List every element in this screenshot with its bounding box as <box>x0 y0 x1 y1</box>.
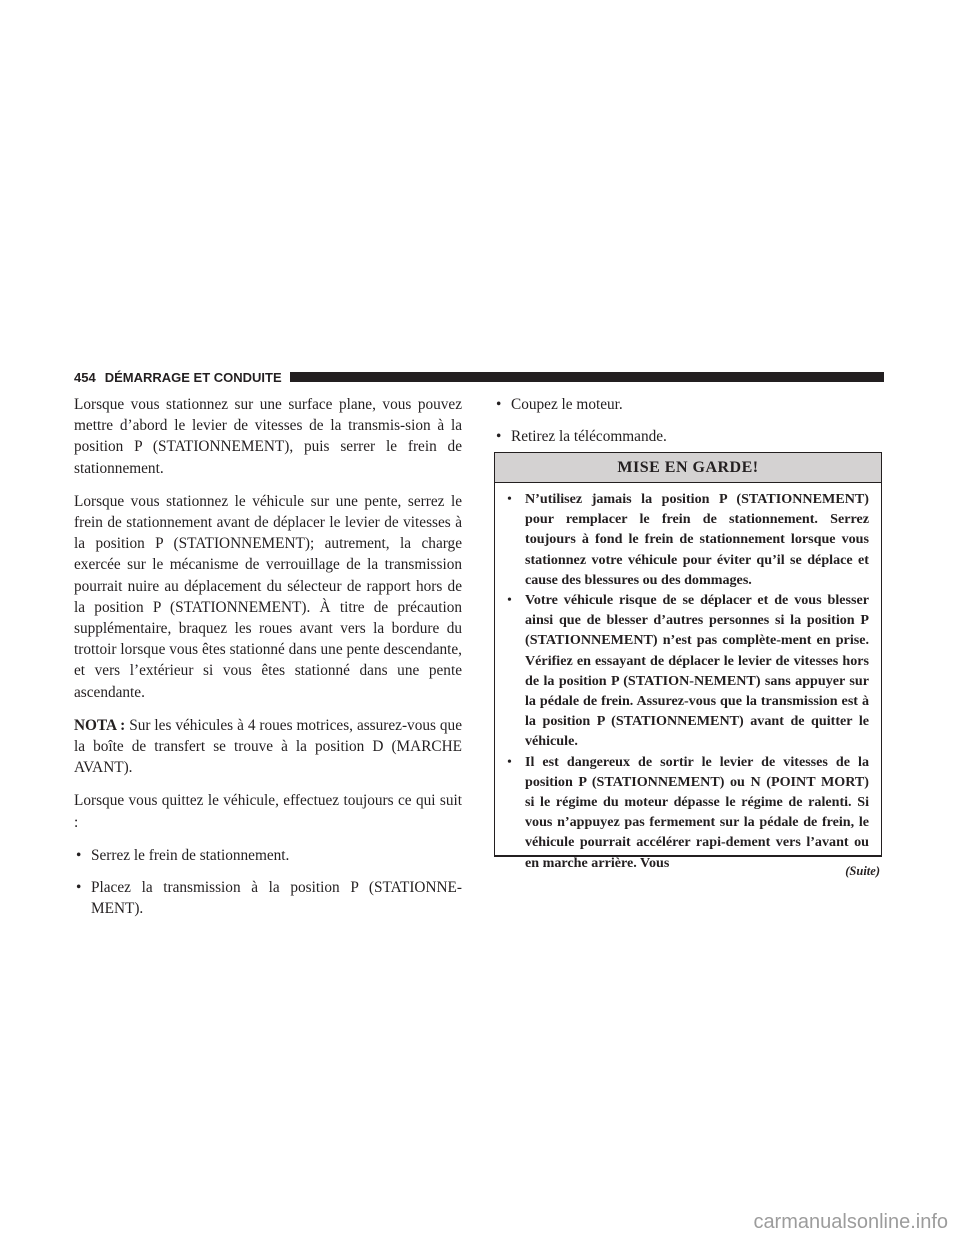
list-item: • Placez la transmission à la position P (STATIONNE-MENT). <box>76 879 462 918</box>
left-column <box>74 394 462 930</box>
bullet-icon: • <box>507 753 512 770</box>
page-header <box>74 368 884 386</box>
list-item: • Retirez la télécommande. <box>494 426 882 447</box>
section-title: DÉMARRAGE ET CONDUITE <box>104 369 282 385</box>
bullet-icon: • <box>507 592 512 609</box>
note-label: NOTA : <box>74 716 126 734</box>
note-text: Sur les véhicules à 4 roues motrices, assurez-vous que la boîte de transfert se trouve à la position D (MARCHE AVANT). <box>74 716 462 777</box>
list-item: • Serrez le frein de stationnement. <box>74 845 462 866</box>
right-column <box>494 394 882 458</box>
paragraph-leaving-vehicle: Lorsque vous quittez le véhicule, effectuez toujours ce qui suit : <box>74 792 462 831</box>
page-number: 454 <box>74 369 96 385</box>
warning-list <box>507 489 869 873</box>
continued-label: (Suite) <box>845 864 880 878</box>
warning-title: MISE EN GARDE! <box>495 453 881 483</box>
bullet-icon: • <box>76 846 82 864</box>
warning-item: • N’utilisez jamais la position P (STATIONNEMENT) pour remplacer le frein de stationnement. Serrez toujours à fond le frein de stationnement lorsque vous stationnez votre véhicule pour éviter qu’il se déplace et cause des blessures ou des dommages. <box>507 491 869 588</box>
warning-item: • Il est dangereux de sortir le levier de vitesses de la position P (STATIONNEMENT) ou N (POINT MORT) si le régime du moteur dépasse le régime de ralenti. Si vous n’appuyez pas fermement sur la pédale de frein, le véhicule pourrait accélérer rapi-dement vers l’avant ou en marche arrière. Vous <box>507 753 869 871</box>
leaving-steps-list-continued <box>494 394 882 447</box>
header-rule <box>290 372 884 382</box>
bullet-icon: • <box>496 396 502 413</box>
paragraph-flat-surface: Lorsque vous stationnez sur une surface plane, vous pouvez mettre d’abord le levier de vitesses de la transmis-sion à la position P (STATIONNEMENT), puis serrer le frein de stationnement. <box>74 396 462 477</box>
leaving-steps-list <box>74 845 462 920</box>
bullet-icon: • <box>507 491 512 507</box>
bullet-icon: • <box>76 879 82 897</box>
note-paragraph <box>74 715 462 779</box>
bullet-icon: • <box>496 428 502 446</box>
paragraph-slope: Lorsque vous stationnez le véhicule sur une pente, serrez le frein de stationnement avant de déplacer le levier de vitesses à la position P (STATIONNEMENT); autrement, la charge exercée sur le mécanisme de verrouillage de la transmission pourrait nuire au déplacement du sélecteur de rapport hors de la position P (STATIONNEMENT). À titre de précaution supplémentaire, braquez les roues avant vers la bordure du trottoir lorsque vous êtes stationné dans une pente descendante, et vers l’extérieur si vous êtes stationné dans une pente ascendante. <box>74 492 462 701</box>
warning-body <box>495 483 881 873</box>
warning-item: • Votre véhicule risque de se déplacer et de vous blesser ainsi que de blesser d’autres personnes si la position P (STATIONNEMENT) n’est pas complète-ment en prise. Vérifiez en essayant de déplacer le levier de vitesses hors de la position P (STATION-NEMENT) sans appuyer sur la pédale de frein. Assurez-vous que la transmission est à la position P (STATIONNEMENT) avant de quitter le véhicule. <box>507 592 869 750</box>
list-item: • Coupez le moteur. <box>494 394 882 415</box>
watermark: carmanualsonline.info <box>753 1211 948 1233</box>
